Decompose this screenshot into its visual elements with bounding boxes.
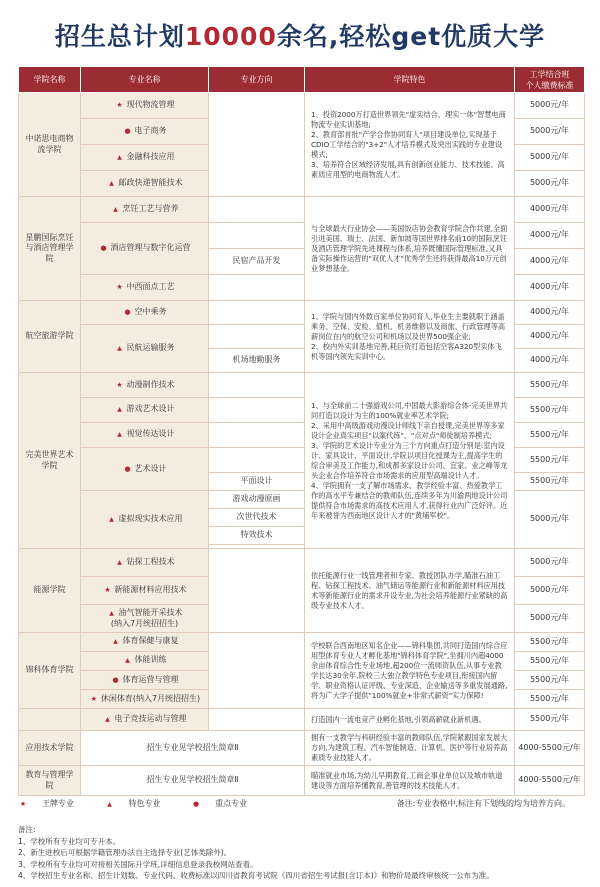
major-cell: ▲ 钻探工程技术 — [81, 549, 209, 577]
enrollment-table — [18, 66, 585, 796]
triangle-icon: ▲ — [109, 609, 114, 617]
direction-airport: 机场地勤服务 — [209, 349, 305, 373]
major-cell: ▲ 视觉传达设计 — [81, 423, 209, 448]
major-cell: ● 电子商务 — [81, 119, 209, 145]
major-cell: ● 酒店管理与数字化运营 — [81, 223, 209, 275]
note-item: 4、学校招生专业名称、招生计划数、专业代码、收费标准以四川省教育考试院《四川省招生考试报(含订本)》和物价局最终审核统一公布为准。 — [18, 871, 494, 880]
header-fee: 工学结合班 个人缴费标准 — [515, 67, 585, 93]
fee-cell: 4000-5500元/年 — [515, 766, 585, 796]
major-cell: ▲ 游戏艺术设计 — [81, 398, 209, 423]
star-icon: ★ — [104, 586, 111, 595]
dot-icon: ● — [193, 800, 200, 808]
table-row — [19, 301, 585, 325]
header-feature: 学院特色 — [305, 67, 515, 93]
table-row — [19, 731, 585, 766]
fee-cell: 5000元/年 — [515, 577, 585, 605]
feature-esports: 打造国内一流电竞产业孵化基地,引领高薪就业新机遇。 — [305, 709, 515, 731]
direction-cell — [209, 423, 305, 448]
legend — [18, 796, 584, 812]
title-part1: 招生总计划 — [54, 22, 185, 51]
fee-cell: 5500元/年 — [515, 473, 585, 491]
fee-cell: 5000元/年 — [515, 119, 585, 145]
fee-cell: 5000元/年 — [515, 549, 585, 577]
major-cell: ▲ 邮政快递智能技术 — [81, 171, 209, 197]
direction-nextgen: 次世代技术 — [209, 509, 305, 527]
fee-cell: 5000元/年 — [515, 171, 585, 197]
note-item: 1、学校所有专业均可专升本。 — [18, 836, 121, 846]
legend-triangle: ▲ 特色专业 — [105, 799, 175, 808]
header-direction: 专业方向 — [209, 67, 305, 93]
fee-cell: 4000-5500元/年 — [515, 731, 585, 766]
direction-cell — [209, 398, 305, 423]
table-row — [19, 373, 585, 398]
direction-cell — [209, 223, 305, 249]
major-cell: ▲ 体育保健与康复 — [81, 633, 209, 652]
triangle-icon: ▲ — [117, 558, 122, 566]
feature-zhongnuo: 1、投资2000万打造世界领先"虚实结合、理实一体"智慧电商物流专业实训基地; 2、教育部首批"产学合作协同育人"项目建设单位,实现基于CDIO工学结合的"3+2"人才培养模式及突出实践的专业建设模式; 3、培养符合区域经济发展,具有创新创业能力、技术技能、高素质应用型的电商物流人才。 — [305, 93, 515, 197]
feature-edu: 瞄准就业市场,为幼儿早期教育,工商企事业单位以及城市轨道建设等方面培养懂教育,善管理的技术技能人才。 — [305, 766, 515, 796]
direction-graphic: 平面设计 — [209, 473, 305, 491]
fee-cell: 5000元/年 — [515, 93, 585, 119]
triangle-icon: ▲ — [109, 515, 114, 523]
feature-aviation: 1、学院与国内外数百家单位协同育人,毕业生主要就职于涵盖乘务、空保、安检、值机、机务维修以及商旅、行政管理等高薪岗位在内的航空公司和机场以及世界500强企业; 2、校内外实训基地完善,耗巨资打造包括空客A320型实体飞机等国内领先实训中心。 — [305, 301, 515, 373]
fee-cell: 4000元/年 — [515, 301, 585, 325]
major-cell: ▲ 电子竞技运动与管理 — [81, 709, 209, 731]
table-row — [19, 766, 585, 796]
college-perfect: 完美世界艺术学院 — [19, 373, 81, 549]
major-cell: ▲ 金融科技应用 — [81, 145, 209, 171]
table-header — [19, 67, 585, 93]
college-edu: 教育与管理学院 — [19, 766, 81, 796]
star-icon: ★ — [19, 800, 27, 808]
direction-minsu: 民宿产品开发 — [209, 249, 305, 275]
direction-cell — [209, 549, 305, 633]
triangle-icon: ▲ — [117, 153, 122, 161]
major-edu: 招生专业见学校招生简章Ⅱ — [81, 766, 305, 796]
fee-cell: 5500元/年 — [515, 373, 585, 398]
feature-applied: 拥有一支教学与科研经验丰富的教师队伍,学院紧跟国家发展大方向,为建筑工程、汽车智能制造、计算机、医护等行业培养高素质专业技能人才。 — [305, 731, 515, 766]
table-row — [19, 633, 585, 652]
dot-icon: ● — [124, 464, 131, 473]
dot-icon: ● — [124, 127, 131, 136]
header-major: 专业名称 — [81, 67, 209, 93]
notes-title: 备注: — [18, 825, 36, 834]
feature-sports: 学校联合西南地区知名企业——锦科集团,共同打造国内综合应用型体育专业人才孵化基地"锦科体育学院",坐拥川内超4000余亩体育综合性专业场地,超200位一流师资队伍,从事专业教学长达30余年,院校三大独立教学特色专业项目,衔接国内留学、职业资格认证评级、专业深造、企业输送等多重发展通路,将为广大学子提供"100%就业+非常式薪资"实力保障! — [305, 633, 515, 709]
note-item: 2、新生进校后可根据学籍管理办法自主选择专业(艺体类除外)。 — [18, 848, 232, 857]
college-energy: 能源学院 — [19, 549, 81, 633]
direction-cell — [209, 709, 305, 731]
fee-cell: 4000元/年 — [515, 325, 585, 349]
direction-cell — [209, 325, 305, 349]
direction-cell — [209, 633, 305, 709]
title-number: 10000 — [184, 22, 277, 51]
feature-xingpeng: 与全球最大行业协会——美国饭店协会教育学院合作共建,全面引进美国、瑞士、法国、新加坡等国世界排名前10的国际烹饪及酒店管理学院先进课程与体系,培养既懂国际管理标准,又具备实际操作运营的"双优人才"优秀学生还将获得最高10万元创业梦想基金。 — [305, 197, 515, 301]
college-applied: 应用技术学院 — [19, 731, 81, 766]
page-title — [0, 20, 600, 54]
dot-icon: ● — [124, 308, 131, 317]
direction-vfx: 特效技术 — [209, 527, 305, 545]
legend-note: 备注:专业表格中,标注有下划线的均为培养方向。 — [396, 799, 570, 808]
major-cell: ● 空中乘务 — [81, 301, 209, 325]
star-icon: ★ — [90, 694, 97, 703]
fee-cell: 5500元/年 — [515, 690, 585, 709]
triangle-icon: ▲ — [113, 638, 118, 646]
table-row — [19, 549, 585, 577]
fee-cell: 5500元/年 — [515, 423, 585, 448]
dot-icon: ● — [100, 244, 107, 253]
major-cell: ★ 动漫制作技术 — [81, 373, 209, 398]
major-cell: ● 艺术设计 — [81, 448, 209, 491]
footnotes — [18, 824, 584, 882]
direction-cell — [209, 448, 305, 473]
fee-cell: 5000元/年 — [515, 491, 585, 549]
fee-cell: 5500元/年 — [515, 652, 585, 671]
major-cell: ★ 新能源材料应用技术 — [81, 577, 209, 605]
triangle-icon: ▲ — [117, 344, 122, 352]
table-row — [19, 93, 585, 119]
fee-cell: 4000元/年 — [515, 349, 585, 373]
fee-cell: 5000元/年 — [515, 145, 585, 171]
fee-cell: 5500元/年 — [515, 709, 585, 731]
triangle-icon: ▲ — [117, 431, 122, 439]
triangle-icon: ▲ — [107, 801, 112, 808]
triangle-icon: ▲ — [117, 406, 122, 414]
major-cell: ★ 中西面点工艺 — [81, 275, 209, 301]
title-part3: 余名,轻松get优质大学 — [276, 22, 546, 51]
college-cell — [19, 709, 81, 731]
star-icon: ★ — [116, 380, 123, 389]
fee-cell: 5500元/年 — [515, 398, 585, 423]
feature-perfect: 1、与全球前二十强游戏公司,中国最大影游综合体-完美世界共同打造以设计为主的100%就业率艺术学院; 2、采用中高级游戏动漫设计师线下亲自授课,完美世界等多家设计企业真实项目"以案代练"、"点对点"师徒制培养模式; 3、学院的艺术设计专业分为三个方向重点打造分别是:室内设计、家具设计、平面设计,学院以项目化授课为主,提高学生的综合审美及工作能力,和成都多家设计公司、宜家、业之峰等龙头企业合作培养符合市场需求的应用型高端设计人才。 4、学院拥有一支了解市场需求、教学经验丰富、热爱教学工作的高水平专兼结合的教师队伍,连续多年为川渝两地设计公司提供符合市场需求的高技术应用人才,获得行业内广泛好评。近年来被誉为西南地区设计人才的"黄埔军校"。 — [305, 373, 515, 549]
major-cell: ▲ 烹饪工艺与营养 — [81, 197, 209, 223]
major-applied: 招生专业见学校招生简章Ⅱ — [81, 731, 305, 766]
table-row — [19, 197, 585, 223]
college-zhongnuo: 中诺思电商物流学院 — [19, 93, 81, 197]
dot-icon: ● — [112, 675, 119, 684]
fee-cell: 4000元/年 — [515, 197, 585, 223]
major-cell: ▲ 民航运输服务 — [81, 325, 209, 373]
fee-cell: 5500元/年 — [515, 633, 585, 652]
college-aviation: 航空旅游学院 — [19, 301, 81, 373]
direction-cell — [209, 197, 305, 223]
triangle-icon: ▲ — [113, 205, 118, 213]
feature-energy: 依托能源行业一线管理者和专家、教授团队办学,瞄准石油工程、钻探工程技术、油气储运等能源行业和新能源材料应用技术等新能源行业的需求开设专业,为社会培养能源行业紧缺的高级专业技术人才。 — [305, 549, 515, 633]
college-xingpeng: 星鹏国际烹饪与酒店管理学院 — [19, 197, 81, 301]
major-cell: ▲ 体能训练 — [81, 652, 209, 671]
direction-cell — [209, 275, 305, 301]
major-cell: ★ 休闲体育(纳入7月统招招生) — [81, 690, 209, 709]
fee-cell: 5500元/年 — [515, 671, 585, 690]
major-cell: ▲ 虚拟现实技术应用 — [81, 491, 209, 549]
star-icon: ★ — [116, 283, 123, 292]
triangle-icon: ▲ — [109, 179, 114, 187]
note-item: 3、学校所有专业均可对接相关国际升学班,详细信息登录我校网站查看。 — [18, 859, 258, 869]
major-cell: ▲ 油气智能开采技术 (纳入7月统招招生) — [81, 605, 209, 633]
triangle-icon: ▲ — [125, 657, 130, 665]
direction-cell — [209, 93, 305, 197]
major-cell: ★ 现代物流管理 — [81, 93, 209, 119]
fee-cell: 5500元/年 — [515, 448, 585, 473]
fee-cell: 4000元/年 — [515, 275, 585, 301]
direction-cell — [209, 301, 305, 325]
table-row — [19, 709, 585, 731]
fee-cell: 4000元/年 — [515, 249, 585, 275]
legend-star: ★ 王牌专业 — [18, 799, 88, 808]
direction-game-art: 游戏动漫原画 — [209, 491, 305, 509]
header-college: 学院名称 — [19, 67, 81, 93]
major-cell: ● 体育运营与管理 — [81, 671, 209, 690]
fee-cell: 5000元/年 — [515, 605, 585, 633]
legend-dot: ● 重点专业 — [191, 799, 261, 808]
college-sports: 锦科体育学院 — [19, 633, 81, 709]
triangle-icon: ▲ — [105, 715, 110, 723]
direction-cell — [209, 373, 305, 398]
fee-cell: 4000元/年 — [515, 223, 585, 249]
star-icon: ★ — [116, 101, 123, 110]
